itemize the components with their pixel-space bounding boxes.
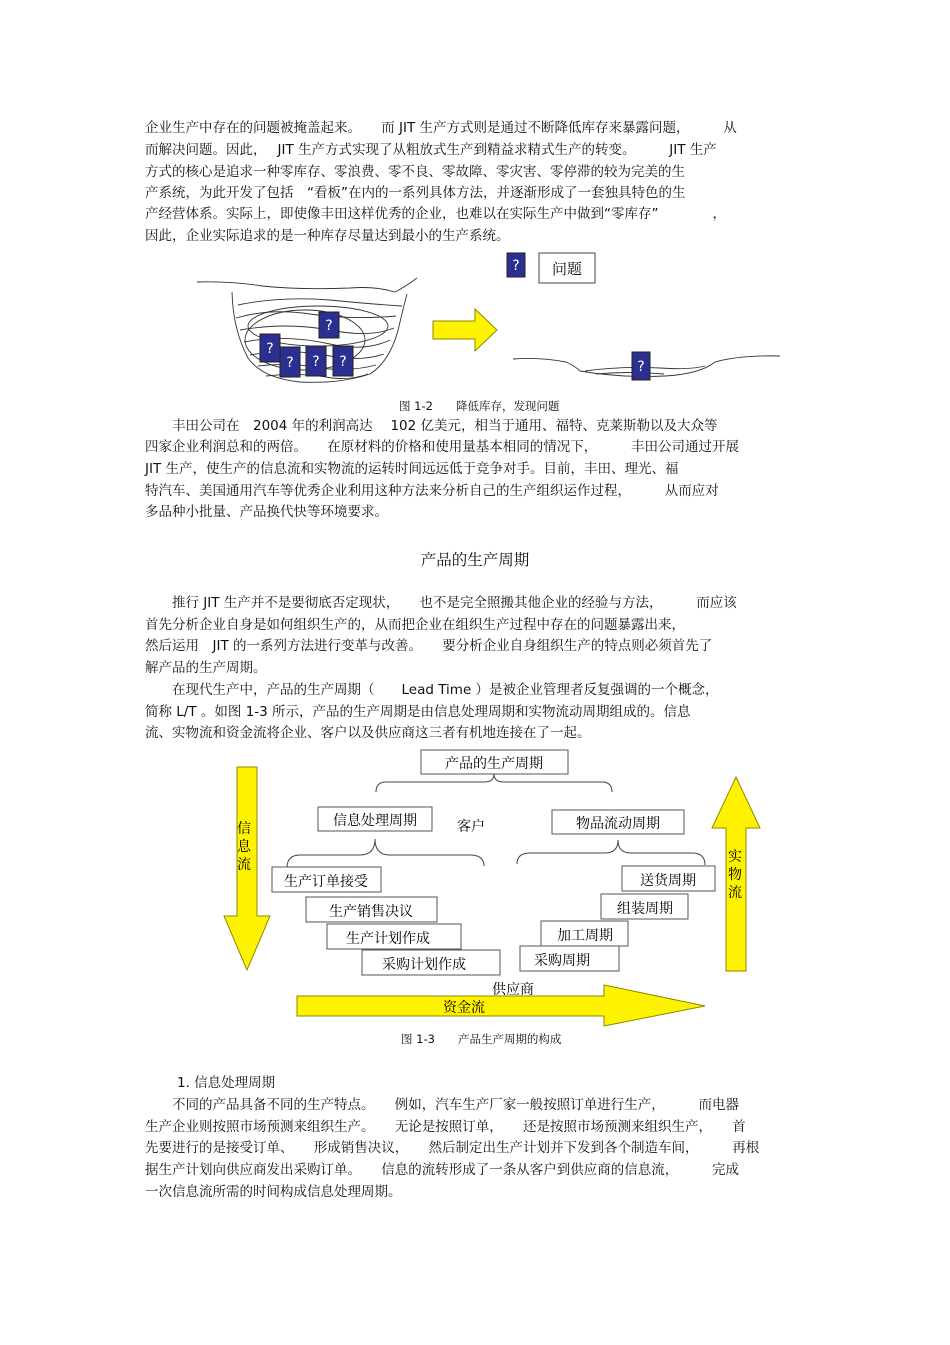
figure-caption: 图 1-2 降低库存，发现问题 xyxy=(399,399,560,413)
legend-label: 问题 xyxy=(551,260,583,278)
svg-text:?: ? xyxy=(312,354,320,370)
svg-text:?: ? xyxy=(266,341,274,357)
figure-1-3 xyxy=(0,742,950,1027)
problem-box-icon xyxy=(306,346,326,376)
svg-text:息: 息 xyxy=(237,839,251,855)
text-line: 而解决问题。因此， JIT 生产方式实现了从粗放式生产到精益求精式生产的转变。 JIT 生产 xyxy=(145,142,717,158)
svg-text:生产订单接受: 生产订单接受 xyxy=(284,874,368,890)
svg-text:生产销售决议: 生产销售决议 xyxy=(329,904,413,920)
info-flow-arrow xyxy=(224,767,270,970)
svg-text:信: 信 xyxy=(237,821,251,837)
problem-box-icon xyxy=(632,352,650,380)
svg-text:采购周期: 采购周期 xyxy=(534,953,590,969)
svg-text:实: 实 xyxy=(728,849,742,865)
text-line: 在现代生产中，产品的生产周期（ Lead Time ）是被企业管理者反复强调的一个概念， xyxy=(145,682,719,698)
text-line: 产经营体系。实际上，即使像丰田这样优秀的企业，也难以在实际生产中做到“零库存” ， xyxy=(145,206,726,222)
info-steps xyxy=(272,867,500,975)
text-line: 然后运用 JIT 的一系列方法进行变革与改善。 要分析企业自身组织生产的特点则必须首先了 xyxy=(145,638,713,654)
brace-left xyxy=(287,839,484,868)
text-line: 解产品的生产周期。 xyxy=(145,660,267,676)
text-line: 流、实物流和资金流将企业、客户以及供应商这三者有机地连接在了一起。 xyxy=(145,725,591,741)
section-heading: 产品的生产周期 xyxy=(420,551,530,569)
brace-top xyxy=(376,774,612,792)
figure-caption: 图 1-3 产品生产周期的构成 xyxy=(401,1032,562,1046)
cash-flow-label: 资金流 xyxy=(443,1000,485,1016)
problem-box-icon xyxy=(260,334,280,362)
text-line: 据生产计划向供应商发出采购订单。 信息的流转形成了一条从客户到供应商的信息流， 完成 xyxy=(145,1162,739,1178)
svg-text:?: ? xyxy=(286,355,294,371)
legend-problem-box-icon xyxy=(507,253,525,277)
right-arrow-icon xyxy=(433,309,497,351)
text-line: 多品种小批量、产品换代快等环境要求。 xyxy=(145,504,388,520)
material-flow-arrow xyxy=(712,777,760,971)
figure-1-2 xyxy=(0,250,950,390)
problem-box-icon xyxy=(319,312,339,338)
text-line: 丰田公司在 2004 年的利润高达 102 亿美元，相当于通用、福特、克莱斯勒以及大众等 xyxy=(145,418,718,434)
text-line: 先要进行的是接受订单、 形成销售决议， 然后制定出生产计划并下发到各个制造车间， 再根 xyxy=(145,1140,760,1156)
svg-text:送货周期: 送货周期 xyxy=(640,873,696,889)
text-line: 产系统，为此开发了包括 “看板”在内的一系列具体方法，并逐渐形成了一套独具特色的生 xyxy=(145,185,686,201)
svg-text:流: 流 xyxy=(237,857,251,873)
problem-boxes-submerged xyxy=(260,312,353,377)
material-steps xyxy=(520,866,715,971)
text-line: 特汽车、美国通用汽车等优秀企业利用这种方法来分析自己的生产组织运作过程， 从而应对 xyxy=(145,483,719,499)
svg-text:生产计划作成: 生产计划作成 xyxy=(346,931,430,947)
svg-text:加工周期: 加工周期 xyxy=(557,928,613,944)
problem-box-icon xyxy=(333,346,353,376)
text-line: 首先分析企业自身是如何组织生产的，从而把企业在组织生产过程中存在的问题暴露出来， xyxy=(145,617,685,633)
problem-box-icon xyxy=(280,347,300,377)
text-line: 因此，企业实际追求的是一种库存尽量达到最小的生产系统。 xyxy=(145,228,510,244)
customer-label: 客户 xyxy=(457,819,485,835)
svg-text:采购计划作成: 采购计划作成 xyxy=(382,957,466,973)
info-cycle-label: 信息处理周期 xyxy=(333,813,417,829)
text-line: 方式的核心是追求一种零库存、零浪费、零不良、零故障、零灾害、零停滞的较为完美的生 xyxy=(145,164,685,180)
supplier-label: 供应商 xyxy=(492,982,534,998)
text-line: 不同的产品具备不同的生产特点。 例如，汽车生产厂家一般按照订单进行生产， 而电器 xyxy=(145,1097,739,1113)
product-cycle-label: 产品的生产周期 xyxy=(445,756,543,772)
text-line: 生产企业则按照市场预测来组织生产。 无论是按照订单， 还是按照市场预测来组织生产， 首 xyxy=(145,1119,746,1135)
text-line: 推行 JIT 生产并不是要彻底否定现状， 也不是完全照搬其他企业的经验与方法， 而应该 xyxy=(145,595,737,611)
svg-text:?: ? xyxy=(637,359,645,375)
svg-text:?: ? xyxy=(512,258,520,274)
text-line: 简称 L/T 。如图 1-3 所示，产品的生产周期是由信息处理周期和实物流动周期组成的。信息 xyxy=(145,704,691,720)
text-line: 企业生产中存在的问题被掩盖起来。 而 JIT 生产方式则是通过不断降低库存来暴露问题， 从 xyxy=(145,120,737,136)
material-cycle-label: 物品流动周期 xyxy=(576,816,660,832)
svg-text:流: 流 xyxy=(728,885,742,901)
svg-text:物: 物 xyxy=(728,867,742,883)
svg-text:?: ? xyxy=(325,318,333,334)
text-line: 四家企业利润总和的两倍。 在原材料的价格和使用量基本相同的情况下， 丰田公司通过开展 xyxy=(145,439,739,455)
svg-text:?: ? xyxy=(339,354,347,370)
brace-right xyxy=(517,840,705,865)
text-line: 一次信息流所需的时间构成信息处理周期。 xyxy=(145,1184,402,1200)
text-line: JIT 生产，使生产的信息流和实物流的运转时间远远低于竞争对手。目前，丰田、理光、福 xyxy=(145,461,679,477)
svg-text:组装周期: 组装周期 xyxy=(617,901,673,917)
subsection-heading: 1. 信息处理周期 xyxy=(177,1075,276,1091)
